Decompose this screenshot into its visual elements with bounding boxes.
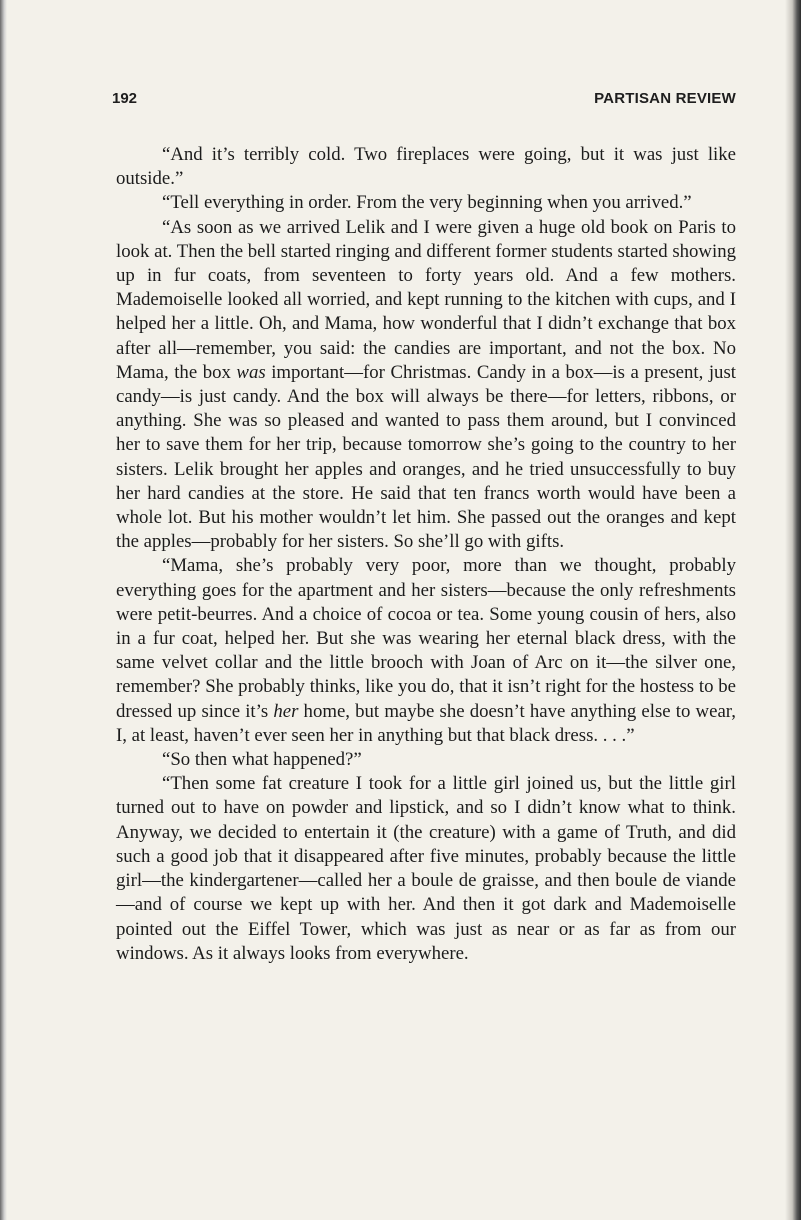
paragraph-text: “Then some fat creature I took for a little girl joined us, but the little girl turned out to have on powder and lipstick, and so I didn’t know what to think. Anyway, we decided to entertain it (the creature) with a game of Truth, and did such a good job that it disappeared after five minutes, probably because the little girl—the kindergartener—called her a boule de graisse, and then boule de viande—and of course we kept up with her. And then it got dark and Mademoiselle pointed out the Eiffel Tower, which was just as near or as far as from our windows. As it always looks from everywhere. [116,773,736,964]
page-header [112,90,736,114]
paragraph-text: “Tell everything in order. From the very beginning when you arrived.” [162,192,692,214]
paragraph-text-continued: important—for Christmas. Candy in a box—is a present, just candy—is just candy. And the box will always be there—for letters, ribbons, or anything. She was so pleased and wanted to pass them around, but I convinced her to save them for her trip, because tomorrow she’s going to the country to her sisters. Lelik brought her apples and oranges, and he tried unsuccessfully to buy her hard candies at the store. He said that ten francs worth would have been a whole lot. But his mother wouldn’t let him. She passed out the oranges and kept the apples—probably for her sisters. So she’ll go with gifts. [116,361,736,553]
running-head: PARTISAN REVIEW [594,90,736,107]
page-number: 192 [112,90,138,107]
paragraph [116,216,736,555]
paragraph-text-continued: home, but maybe she doesn’t have anything else to wear, I, at least, haven’t ever seen her in anything but that black dress. . . .” [116,700,736,746]
page-binding-shadow [0,0,7,1220]
body-text [116,143,736,966]
emphasized-word: was [236,361,266,383]
paragraph-text: “Mama, she’s probably very poor, more than we thought, probably everything goes for the apartment and her sisters—because the only refreshments were petit-beurres. And a choice of cocoa or tea. Some young cousin of hers, also in a fur coat, helped her. But she was wearing her eternal black dress, with the same velvet collar and the little brooch with Joan of Arc on it—the silver one, remember? She probably thinks, like you do, that it isn’t right for the hostess to be dressed up since it’s [116,555,736,722]
paragraph [116,143,736,191]
paragraph-text: “As soon as we arrived Lelik and I were given a huge old book on Paris to look at. Then the bell started ringing and different former students started showing up in fur coats, from seventeen to forty years old. And a few mothers. Mademoiselle looked all worried, and kept running to the kitchen with cups, and I helped her a little. Oh, and Mama, how wonderful that I didn’t exchange that box after all—remember, you said: the candies are important, and not the box. No Mama, the box [116,216,736,383]
paragraph [116,772,736,966]
paragraph [116,191,736,215]
page-edge-shadow [785,0,801,1220]
paragraph [116,554,736,748]
paragraph [116,748,736,772]
paragraph-text: “So then what happened?” [162,749,362,771]
emphasized-word: her [273,700,299,722]
paragraph-text: “And it’s terribly cold. Two fireplaces were going, but it was just like outside.” [116,144,736,190]
